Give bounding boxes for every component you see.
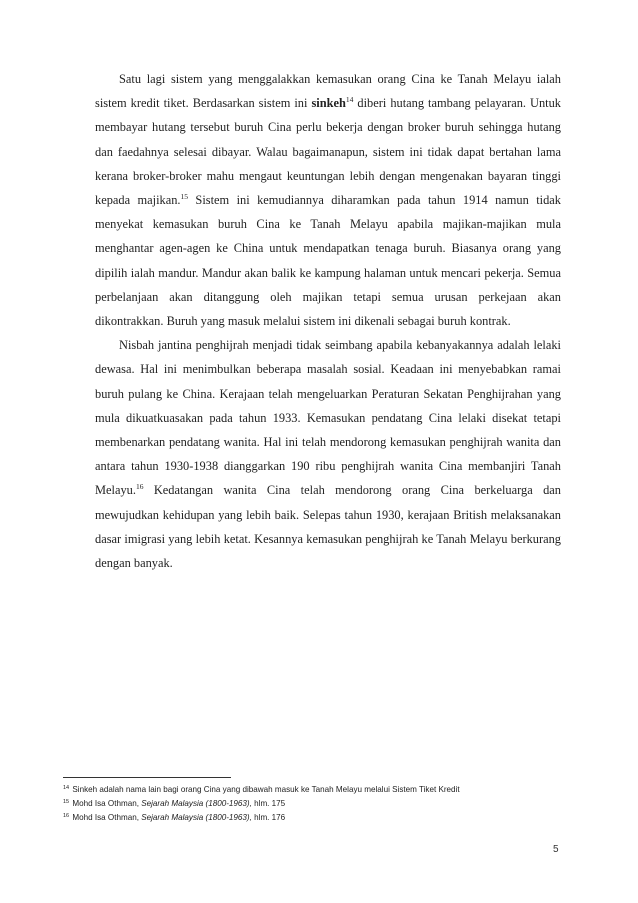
- paragraph-2: [95, 333, 561, 575]
- footnote-page: hlm. 175: [251, 799, 286, 808]
- term-sinkeh: sinkeh: [311, 96, 346, 111]
- paragraph-2-text-b: Kedatangan wanita Cina telah mendorong orang Cina berkeluarga dan mewujudkan kehidupan yang lebih baik. Selepas tahun 1930, kerajaan British melaksanakan dasar imigrasi yang lebih ketat. Kesannya kemasukan penghijrah ke Tanah Melayu berkurang dengan banyak.: [95, 483, 561, 571]
- footnote-15: [63, 797, 583, 811]
- footnote-number: 16: [63, 813, 70, 819]
- paragraph-1: [95, 67, 561, 333]
- footnote-page: hlm. 176: [251, 813, 286, 822]
- page-number: 5: [553, 844, 559, 855]
- footnote-ref-14: 14: [345, 95, 354, 105]
- body-text: [95, 67, 561, 575]
- footnotes: [63, 783, 583, 825]
- footnote-number: 15: [63, 799, 70, 805]
- footnote-text: Mohd Isa Othman,: [70, 799, 142, 808]
- footnote-ref-15: 15: [180, 192, 189, 202]
- footnote-14: [63, 783, 583, 797]
- footnote-text: Sinkeh adalah nama lain bagi orang Cina yang dibawah masuk ke Tanah Melayu melalui Sistem Tiket Kredit: [70, 785, 460, 794]
- paragraph-1-text-b: diberi hutang tambang pelayaran. Untuk membayar hutang tersebut buruh Cina perlu bekerja dengan broker buruh sehingga hutang dan faedahnya selesai dibayar. Walau bagaimanapun, sistem ini tidak dapat bertahan lama kerana broker-broker mahu mengaut keuntungan lebih dengan mengenakan bayaran tinggi kepada majikan.: [95, 96, 561, 208]
- footnote-16: [63, 811, 583, 825]
- paragraph-2-text-a: Nisbah jantina penghijrah menjadi tidak seimbang apabila kebanyakannya adalah lelaki dewasa. Hal ini menimbulkan beberapa masalah sosial. Keadaan ini menyebabkan ramai buruh pulang ke China. Kerajaan telah mengeluarkan Peraturan Sekatan Penghijrahan yang mula dikuatkuasakan pada tahun 1933. Kemasukan pendatang Cina lelaki disekat tetapi membenarkan pendatang wanita. Hal ini telah mendorong kemasukan penghijrah wanita dan antara tahun 1930-1938 dianggarkan 190 ribu penghijrah wanita Cina membanjiri Tanah Melayu.: [95, 338, 561, 498]
- footnote-title: Sejarah Malaysia (1800-1963),: [141, 813, 252, 822]
- footnote-title: Sejarah Malaysia (1800-1963),: [141, 799, 252, 808]
- footnote-separator: [63, 777, 231, 778]
- paragraph-1-text-a: Satu lagi sistem yang menggalakkan kemasukan orang Cina ke Tanah Melayu ialah sistem kredit tiket. Berdasarkan sistem ini: [95, 72, 561, 111]
- footnote-number: 14: [63, 785, 70, 791]
- footnote-text: Mohd Isa Othman,: [70, 813, 142, 822]
- footnote-ref-16: 16: [135, 482, 144, 492]
- paragraph-1-text-c: Sistem ini kemudiannya diharamkan pada tahun 1914 namun tidak menyekat kemasukan buruh Cina ke Tanah Melayu apabila majikan-majikan mula menghantar agen-agen ke China untuk mendapatkan tenaga buruh. Biasanya orang yang dipilih ialah mandur. Mandur akan balik ke kampung halaman untuk mencari pekerja. Semua perbelanjaan akan ditanggung oleh majikan tetapi semua urusan perkejaan akan dikontrakkan. Buruh yang masuk melalui sistem ini dikenali sebagai buruh kontrak.: [95, 193, 561, 329]
